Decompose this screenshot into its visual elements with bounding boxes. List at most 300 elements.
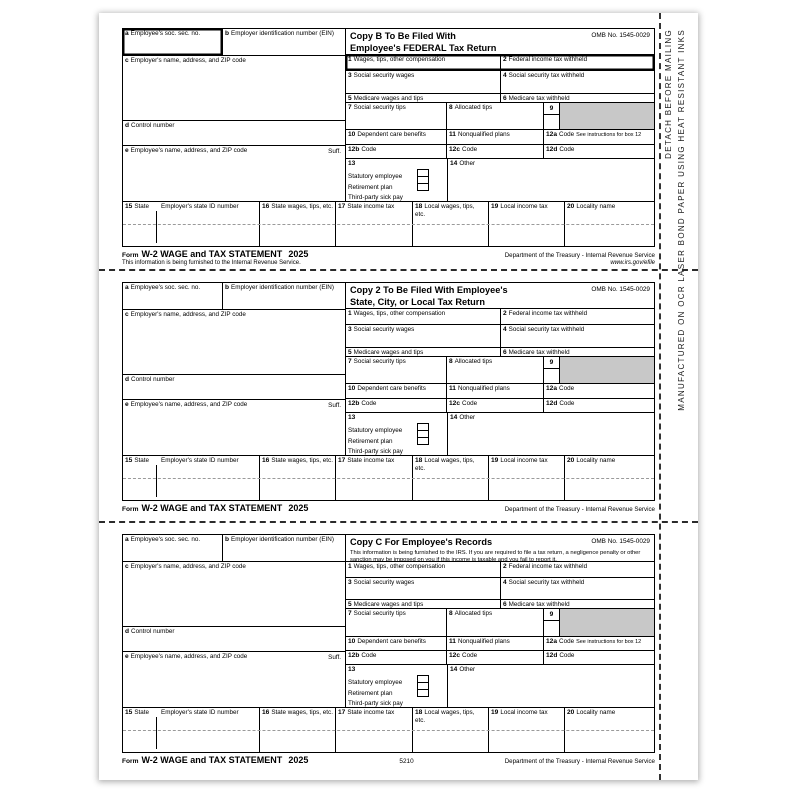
row-12b-12c-12d: [346, 145, 654, 159]
form-footer: [122, 501, 655, 514]
third-party-sick-pay-label: Third-party sick pay: [348, 194, 403, 201]
checkbox-column: [417, 424, 429, 445]
box-a-label: [123, 283, 222, 293]
box-12a-number: 12a: [546, 385, 558, 393]
box-d-label: [123, 627, 345, 637]
box-17-text: State income tax: [347, 457, 395, 464]
box-2-text: Federal income tax withheld: [508, 310, 588, 318]
box-e-text: Employee's name, address, and ZIP code: [130, 401, 248, 408]
amounts-column: [346, 29, 654, 201]
box-6-medicare-tax: [501, 600, 654, 608]
box-3-text: Social security wages: [353, 579, 415, 587]
box-5-number: 5: [348, 348, 352, 356]
footer-form-word: Form: [122, 758, 139, 765]
omb-number: OMB No. 1545-0029: [591, 538, 650, 545]
box-2-federal-tax: [501, 309, 654, 324]
box-13-checkboxes: [346, 665, 448, 707]
box-8-allocated-tips: [447, 609, 544, 636]
amounts-column: [346, 283, 654, 455]
box-10-text: Dependent care benefits: [357, 385, 426, 393]
state-local-rows: [123, 455, 654, 500]
box-9-shaded: [544, 357, 654, 384]
footer-form-title: W-2 WAGE and TAX STATEMENT: [141, 503, 283, 513]
box-2-label: [501, 309, 654, 319]
footer-line-1: [122, 503, 655, 513]
w2-grid: [122, 282, 655, 501]
box-13-number: 13: [348, 160, 356, 168]
box-14-label: [448, 159, 654, 169]
box-b-label: [223, 283, 345, 293]
box-16-text: State wages, tips, etc.: [271, 457, 333, 464]
third-party-sick-pay-checkbox: [417, 689, 429, 697]
box-d-letter: d: [125, 376, 130, 383]
box-11-text: Nonqualified plans: [457, 637, 510, 645]
box-12c-label: [447, 651, 543, 661]
box-c-label: [123, 56, 345, 66]
box-8-label: [447, 103, 543, 113]
copy-notice: This information is being furnished to the IRS. If you are required to file a tax return, a negligence penalty or other sanction may be imposed on you if this income is taxable and you fail to report it.: [350, 549, 641, 563]
box-c-text: Employer's name, address, and ZIP code: [130, 57, 246, 64]
box-12b-text: Code: [361, 399, 377, 407]
box-16-label: [260, 708, 335, 718]
box-9-number: 9: [544, 103, 559, 115]
box-c-text: Employer's name, address, and ZIP code: [130, 311, 246, 318]
footer-line-1: [122, 755, 655, 765]
box-19-label: [489, 202, 564, 212]
copy-title-line1: Copy C For Employee's Records: [350, 537, 493, 547]
checkbox-column: [417, 170, 429, 191]
box-11-text: Nonqualified plans: [457, 131, 510, 139]
state-row-dashed-divider: [123, 730, 654, 731]
box-b-letter: b: [225, 284, 230, 291]
box-18-number: 18: [415, 203, 423, 210]
box-10-label: [346, 384, 446, 394]
box-b-ein: [223, 29, 345, 55]
statutory-employee-label: Statutory employee: [348, 427, 403, 434]
box-a-text: Employee's soc. sec. no.: [130, 30, 201, 37]
box-a-text: Employee's soc. sec. no.: [130, 536, 201, 543]
w2-grid-top: [123, 283, 654, 455]
omb-number: OMB No. 1545-0029: [591, 32, 650, 39]
box-5-number: 5: [348, 601, 352, 609]
box-7-number: 7: [348, 610, 352, 618]
box-4-text: Social security tax withheld: [508, 579, 585, 587]
row-13-14: [346, 665, 654, 707]
box-17-text: State income tax: [347, 203, 395, 210]
box-8-number: 8: [449, 357, 453, 365]
state-local-rows: [123, 201, 654, 246]
box-e-letter: e: [125, 653, 129, 660]
footer-form-word: Form: [122, 252, 139, 259]
box-14-label: [448, 665, 654, 675]
box-5-text: Medicare wages and tips: [353, 94, 424, 102]
w2-sheet: [99, 13, 698, 780]
box-e-label: [123, 400, 328, 410]
box-12d-code: [544, 399, 654, 412]
footer-year: 2025: [288, 249, 309, 259]
box-a-letter: a: [125, 284, 129, 291]
box-16-text: State wages, tips, etc.: [271, 709, 333, 716]
box-c-label: [123, 310, 345, 320]
row-7-8-9: [346, 609, 654, 637]
w2-grid-top: [123, 29, 654, 201]
box-11-nonqualified-plans: [447, 384, 544, 397]
box-13-label: [346, 413, 447, 423]
box-14-text: Other: [459, 414, 476, 422]
box-15-text: State: [134, 457, 150, 464]
box-15-number: 15: [125, 457, 133, 464]
row-1-2: [346, 55, 654, 71]
box-a-text: Employee's soc. sec. no.: [130, 284, 201, 291]
box-10-text: Dependent care benefits: [357, 131, 426, 139]
box-3-label: [346, 325, 500, 335]
statutory-employee-label: Statutory employee: [348, 173, 403, 180]
copy-title: [350, 31, 591, 54]
row-5-6: [346, 348, 654, 357]
box-3-ss-wages: [346, 71, 501, 92]
retirement-plan-label: Retirement plan: [348, 689, 393, 697]
box-12c-number: 12c: [449, 651, 461, 659]
box-11-nonqualified-plans: [447, 637, 544, 650]
row-a-b: [123, 283, 345, 310]
box-4-number: 4: [503, 72, 507, 80]
box-12b-text: Code: [361, 651, 377, 659]
box-17-number: 17: [338, 203, 346, 210]
box-9-shaded-area: [560, 609, 654, 636]
box-12d-number: 12d: [546, 651, 558, 659]
box-1-wages: [346, 562, 501, 577]
footer-treasury-text: Department of the Treasury - Internal Revenue Service: [504, 758, 655, 765]
box-6-text: Medicare tax withheld: [508, 348, 570, 356]
box-d-control-number: [123, 627, 345, 652]
box-6-number: 6: [503, 601, 507, 609]
box-10-number: 10: [348, 637, 356, 645]
box-14-other: [448, 159, 654, 201]
box-12d-label: [544, 651, 654, 661]
box-19-number: 19: [491, 457, 499, 464]
perforation-line-2: [99, 521, 698, 523]
retirement-plan-label: Retirement plan: [348, 437, 393, 445]
box-20-text: Locality name: [576, 203, 616, 210]
detach-before-mailing-text: DETACH BEFORE MAILING: [664, 29, 673, 159]
box-12d-code: [544, 145, 654, 158]
box-5-medicare-wages: [346, 94, 501, 102]
row-5-6: [346, 600, 654, 609]
w2-grid-top: [123, 535, 654, 707]
box-8-label: [447, 609, 543, 619]
box-4-label: [501, 578, 654, 588]
box-17-text: State income tax: [347, 709, 395, 716]
box-7-label: [346, 357, 446, 367]
box-12b-label: [346, 651, 446, 661]
box-10-dependent-care: [346, 384, 447, 397]
box-4-text: Social security tax withheld: [508, 326, 585, 334]
box-2-number: 2: [503, 563, 507, 570]
box-d-label: [123, 375, 345, 385]
retirement-plan-label: Retirement plan: [348, 183, 393, 191]
box-10-text: Dependent care benefits: [357, 637, 426, 645]
box-2-federal-tax: [501, 562, 654, 577]
box-1-text: Wages, tips, other compensation: [353, 56, 446, 64]
box-c-letter: c: [125, 311, 129, 318]
row-3-4: [346, 325, 654, 347]
box-c-employer-name-address: [123, 56, 345, 121]
box-c-letter: c: [125, 563, 129, 570]
box-8-number: 8: [449, 610, 453, 618]
box-9-shaded: [544, 609, 654, 636]
box-9-number: 9: [544, 609, 559, 621]
omb-number: OMB No. 1545-0029: [591, 286, 650, 293]
row-12b-12c-12d: [346, 651, 654, 665]
footer-treasury-text: Department of the Treasury - Internal Revenue Service: [504, 506, 655, 513]
box-5-number: 5: [348, 94, 352, 102]
box-20-label: [565, 456, 654, 466]
box-18-number: 18: [415, 709, 423, 716]
box-2-label: [501, 562, 654, 572]
box-5-text: Medicare wages and tips: [353, 348, 424, 356]
box-13-checkboxes: [346, 159, 448, 201]
box-6-text: Medicare tax withheld: [508, 94, 570, 102]
box-20-label: [565, 202, 654, 212]
box-20-text: Locality name: [576, 709, 616, 716]
employer-employee-column: [123, 29, 346, 201]
box-19-text: Local income tax: [500, 457, 548, 464]
box-4-number: 4: [503, 579, 507, 587]
box-12b-label: [346, 145, 446, 155]
box-12a-text: Code: [559, 385, 575, 393]
box-1-label: [346, 562, 500, 572]
footer-irs-note: This information is being furnished to the Internal Revenue Service.: [122, 260, 301, 266]
box-12c-label: [447, 399, 543, 409]
box-14-other: [448, 665, 654, 707]
box-19-text: Local income tax: [500, 203, 548, 210]
box-d-text: Control number: [131, 628, 175, 635]
box-12d-text: Code: [559, 145, 575, 153]
box-3-number: 3: [348, 326, 352, 334]
row-7-8-9: [346, 103, 654, 131]
footer-form-title: W-2 WAGE and TAX STATEMENT: [141, 249, 283, 259]
copy-header-row: [350, 31, 650, 54]
box-12a-number: 12a: [546, 131, 558, 139]
box-6-medicare-tax: [501, 348, 654, 356]
w2-grid: [122, 28, 655, 247]
suffix-label: Suff.: [328, 148, 341, 155]
box-c-label: [123, 562, 345, 572]
box-b-ein: [223, 535, 345, 561]
box-1-text: Wages, tips, other compensation: [353, 310, 446, 318]
box-2-federal-tax: [501, 55, 654, 70]
footer-center-code: 5210: [399, 758, 414, 765]
box-10-label: [346, 637, 446, 647]
box-6-number: 6: [503, 348, 507, 356]
box-a-label: [123, 29, 222, 39]
box-6-medicare-tax: [501, 94, 654, 102]
box-12a-code: [544, 637, 654, 650]
box-15-state-id-text: Employer's state ID number: [161, 709, 239, 716]
state-id-divider: [156, 465, 157, 497]
box-9-shaded-area: [560, 357, 654, 384]
box-20-number: 20: [567, 457, 575, 464]
box-12d-number: 12d: [546, 145, 558, 153]
box-16-text: State wages, tips, etc.: [271, 203, 333, 210]
box-12c-code: [447, 651, 544, 664]
box-12a-number: 12a: [546, 637, 558, 645]
box-b-label: [223, 535, 345, 545]
box-e-text: Employee's name, address, and ZIP code: [130, 147, 248, 154]
box-12a-label: [544, 130, 654, 140]
box-1-number: 1: [348, 563, 352, 570]
footer-year: 2025: [288, 755, 309, 765]
form-footer: [122, 247, 655, 266]
box-a-letter: a: [125, 536, 129, 543]
checkbox-column: [417, 676, 429, 697]
box-12a-text: Code: [559, 131, 575, 139]
box-7-text: Social security tips: [353, 610, 406, 618]
box-13-checkboxes: [346, 413, 448, 455]
box-d-control-number: [123, 121, 345, 146]
copy-b-form: [122, 28, 655, 266]
row-7-8-9: [346, 357, 654, 385]
suffix-label: Suff.: [328, 402, 341, 409]
box-11-text: Nonqualified plans: [457, 385, 510, 393]
box-18-label: [413, 202, 488, 220]
copy-title-line1: Copy 2 To Be Filed With Employee's: [350, 285, 508, 295]
box-19-label: [489, 456, 564, 466]
box-d-control-number: [123, 375, 345, 400]
row-10-11-12a: [346, 637, 654, 651]
box-13-number: 13: [348, 414, 356, 422]
box-4-ss-tax: [501, 578, 654, 599]
footer-line-2: [122, 260, 655, 266]
box-7-ss-tips: [346, 103, 447, 130]
copy-c-form: [122, 534, 655, 766]
box-3-text: Social security wages: [353, 72, 415, 80]
box-3-number: 3: [348, 72, 352, 80]
box-14-label: [448, 413, 654, 423]
box-b-text: Employer identification number (EIN): [231, 284, 334, 291]
w2-form: [122, 534, 655, 766]
box-7-label: [346, 609, 446, 619]
box-e-employee-name-address: [123, 400, 345, 455]
box-15-label: [123, 708, 259, 718]
box-10-dependent-care: [346, 637, 447, 650]
box-7-text: Social security tips: [353, 357, 406, 365]
box-15-number: 15: [125, 709, 133, 716]
box-13-number: 13: [348, 666, 356, 674]
amounts-column: [346, 535, 654, 707]
row-13-14: [346, 159, 654, 201]
box-17-label: [336, 708, 412, 718]
box-11-label: [447, 130, 543, 140]
third-party-sick-pay-label: Third-party sick pay: [348, 448, 403, 455]
box-16-label: [260, 202, 335, 212]
box-b-ein: [223, 283, 345, 309]
row-10-11-12a: [346, 130, 654, 144]
box-8-text: Allocated tips: [454, 610, 493, 618]
box-14-number: 14: [450, 160, 458, 168]
copy-header: [346, 29, 654, 55]
box-8-allocated-tips: [447, 103, 544, 130]
box-16-label: [260, 456, 335, 466]
box-16-number: 16: [262, 203, 270, 210]
box-5-medicare-wages: [346, 348, 501, 356]
box-d-letter: d: [125, 628, 130, 635]
box-4-ss-tax: [501, 71, 654, 92]
box-18-number: 18: [415, 457, 423, 464]
box-12d-text: Code: [559, 651, 575, 659]
row-3-4: [346, 578, 654, 600]
box-7-ss-tips: [346, 357, 447, 384]
box-7-label: [346, 103, 446, 113]
footer-form-word: Form: [122, 506, 139, 513]
box-11-nonqualified-plans: [447, 130, 544, 143]
box-17-number: 17: [338, 457, 346, 464]
box-12b-number: 12b: [348, 399, 360, 407]
box-12a-note: See instructions for box 12: [576, 638, 642, 645]
box-7-text: Social security tips: [353, 103, 406, 111]
box-c-employer-name-address: [123, 562, 345, 627]
copy-title-line2: State, City, or Local Tax Return: [350, 296, 485, 307]
copy-2-form: [122, 282, 655, 514]
box-14-text: Other: [459, 160, 476, 168]
box-a-employee-ssn: [123, 535, 223, 561]
box-14-number: 14: [450, 414, 458, 422]
box-b-letter: b: [225, 536, 230, 543]
box-19-text: Local income tax: [500, 709, 548, 716]
box-e-employee-name-address: [123, 146, 345, 201]
box-12c-number: 12c: [449, 399, 461, 407]
box-19-label: [489, 708, 564, 718]
employer-employee-column: [123, 283, 346, 455]
box-12d-label: [544, 145, 654, 155]
box-3-label: [346, 71, 500, 81]
copy-title-line2: Employee's FEDERAL Tax Return: [350, 42, 497, 53]
box-6-number: 6: [503, 94, 507, 102]
box-1-wages: [346, 55, 501, 70]
box-18-text: Local wages, tips, etc.: [415, 709, 475, 725]
box-3-text: Social security wages: [353, 326, 415, 334]
perforation-line-vertical: [659, 13, 661, 780]
box-12c-code: [447, 399, 544, 412]
box-7-number: 7: [348, 357, 352, 365]
box-15-text: State: [134, 709, 150, 716]
box-12a-note: See instructions for box 12: [576, 132, 642, 139]
box-13-label: [346, 159, 447, 169]
box-3-number: 3: [348, 579, 352, 587]
manufactured-on-ocr-text: MANUFACTURED ON OCR LASER BOND PAPER USING HEAT RESISTANT INKS: [677, 29, 686, 411]
row-a-b: [123, 535, 345, 562]
box-15-label: [123, 456, 259, 466]
box-4-label: [501, 325, 654, 335]
third-party-sick-pay-checkbox: [417, 437, 429, 445]
row-13-14: [346, 413, 654, 455]
row-1-2: [346, 562, 654, 578]
state-id-divider: [156, 717, 157, 749]
box-4-ss-tax: [501, 325, 654, 346]
box-10-label: [346, 130, 446, 140]
state-row-dashed-divider: [123, 478, 654, 479]
box-6-text: Medicare tax withheld: [508, 601, 570, 609]
form-footer: [122, 753, 655, 766]
box-9-shaded: [544, 103, 654, 130]
box-12d-text: Code: [559, 399, 575, 407]
copy-title: [350, 285, 591, 308]
state-local-rows: [123, 707, 654, 752]
footer-line-1: [122, 249, 655, 259]
box-4-number: 4: [503, 326, 507, 334]
box-12b-label: [346, 399, 446, 409]
copy-title: [350, 537, 591, 549]
